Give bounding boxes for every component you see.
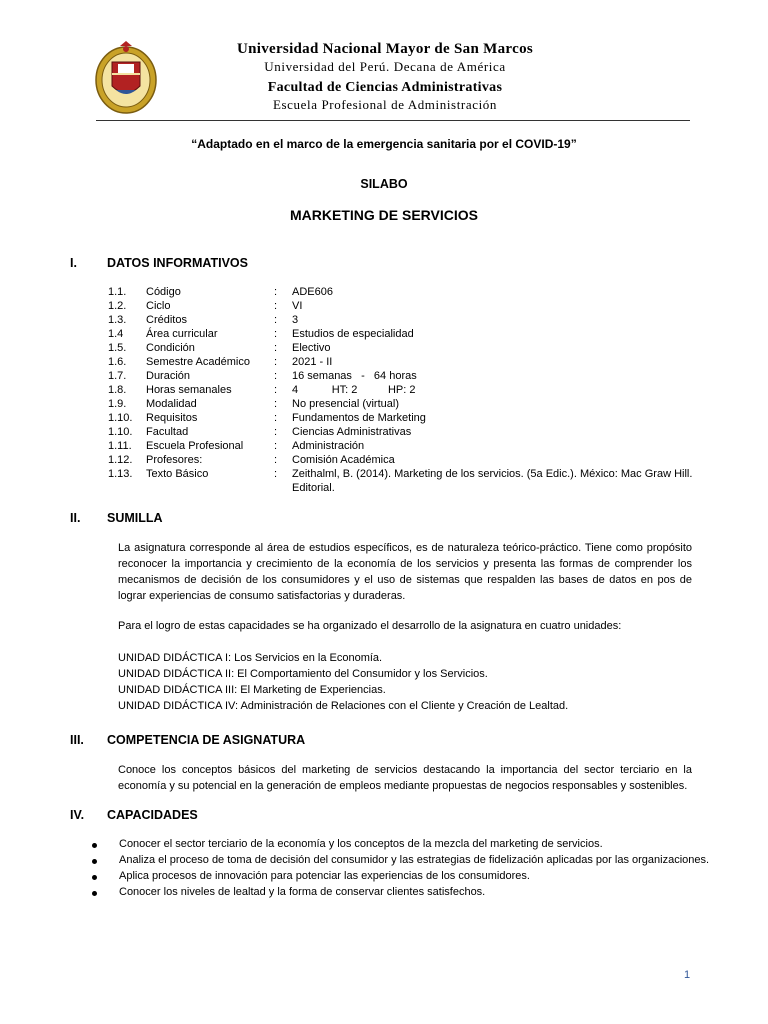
info-number: 1.11. [108,440,132,452]
section-number: IV. [70,808,85,822]
section-title: CAPACIDADES [107,808,198,822]
info-value: No presencial (virtual) [292,398,399,410]
university-subtitle: Universidad del Perú. Decana de América [264,59,506,74]
info-colon: : [274,454,278,466]
bullet-icon [92,891,97,896]
faculty-name: Facultad de Ciencias Administrativas [267,80,503,95]
info-number: 1.10. [108,412,133,424]
info-colon: : [274,412,278,424]
info-value: 16 semanas - 64 horas [292,370,417,382]
capacidades-list [92,838,712,902]
info-value: Editorial. [292,482,335,494]
info-value: Electivo [292,342,331,354]
info-label: Escuela Profesional [146,440,244,452]
info-number: 1.9. [108,398,127,410]
info-colon: : [274,370,278,382]
unit-item: UNIDAD DIDÁCTICA IV: Administración de Relaciones con el Cliente y Creación de Lealtad. [118,700,569,712]
info-value: 3 [292,314,299,326]
course-title: MARKETING DE SERVICIOS [290,207,478,223]
info-colon: : [274,356,278,368]
info-label: Condición [146,342,195,354]
info-colon: : [274,426,278,438]
info-label: Facultad [146,426,189,438]
info-label: Duración [146,370,191,382]
info-label: Horas semanales [146,384,232,396]
info-value: 2021 - II [292,356,333,368]
sumilla-units-intro: Para el logro de estas capacidades se ha organizado el desarrollo de la asignatura en cuatro unidades: [118,620,622,632]
info-value: 4 HT: 2 HP: 2 [292,384,416,396]
info-label: Créditos [146,314,187,326]
sumilla-paragraph: La asignatura corresponde al área de estudios específicos, es de naturaleza teórico-práctico. Tiene como propósito reconocer la importancia y crecimiento de la economía de los servicios y presenta las formas de comprender los mecanismos de decisión de los consumidores y el uso de sistemas que respalden las bases de datos en pos de lograr experiencias de consumo satisfactorias y duraderas. [118,542,692,602]
info-number: 1.10. [108,426,133,438]
section-title: COMPETENCIA DE ASIGNATURA [107,733,306,747]
list-item-text: Conocer los niveles de lealtad y la forma de conservar clientes satisfechos. [119,886,486,898]
list-item [92,854,712,870]
bullet-icon [92,859,97,864]
info-value: Zeithalml, B. (2014). Marketing de los servicios. (5a Edic.). México: Mac Graw Hill. [292,468,693,480]
info-label: Texto Básico [146,468,209,480]
header-divider [96,120,690,121]
info-value: ADE606 [292,286,333,298]
info-value: Fundamentos de Marketing [292,412,426,424]
info-colon: : [274,398,278,410]
info-number: 1.6. [108,356,127,368]
document-type: SILABO [360,177,408,191]
university-name: Universidad Nacional Mayor de San Marcos [236,41,534,57]
info-value: VI [292,300,303,312]
info-number: 1.13. [108,468,133,480]
info-colon: : [274,440,278,452]
info-number: 1.8. [108,384,127,396]
list-item [92,870,712,886]
info-colon: : [274,300,278,312]
info-number: 1.1. [108,286,127,298]
info-number: 1.12. [108,454,133,466]
list-item [92,838,712,854]
list-item-text: Aplica procesos de innovación para potenciar las experiencias de los consumidores. [119,870,530,882]
info-number: 1.5. [108,342,127,354]
info-colon: : [274,384,278,396]
info-colon: : [274,468,278,480]
page-number: 1 [684,969,691,981]
info-value: Comisión Académica [292,454,395,466]
list-item [92,886,712,902]
school-name: Escuela Profesional de Administración [272,97,497,112]
info-colon: : [274,328,278,340]
info-label: Modalidad [146,398,197,410]
info-colon: : [274,342,278,354]
info-value: Estudios de especialidad [292,328,414,340]
bullet-icon [92,843,97,848]
bullet-icon [92,875,97,880]
info-label: Profesores: [146,454,203,466]
unit-item: UNIDAD DIDÁCTICA I: Los Servicios en la Economía. [118,652,383,664]
university-seal-logo [92,40,160,116]
unit-item: UNIDAD DIDÁCTICA II: El Comportamiento del Consumidor y los Servicios. [118,668,488,680]
list-item-text: Conocer el sector terciario de la economía y los conceptos de la mezcla del marketing de servicios. [119,838,603,850]
section-number: III. [70,733,84,747]
covid-tagline: “Adaptado en el marco de la emergencia sanitaria por el COVID-19” [191,137,577,151]
info-label: Requisitos [146,412,198,424]
section-number: II. [70,511,81,525]
info-value: Administración [292,440,365,452]
competencia-paragraph: Conoce los conceptos básicos del marketing de servicios destacando la importancia del sector terciario en la economía y su potencial en la generación de empleos mediante propuestas de negocios responsables y sostenibles. [118,764,692,792]
section-number: I. [70,256,77,270]
info-value: Ciencias Administrativas [292,426,412,438]
info-number: 1.4 [108,328,124,340]
list-item-text: Analiza el proceso de toma de decisión del consumidor y las estrategias de fidelización aplicadas por las organizaciones. [119,854,710,866]
info-label: Ciclo [146,300,171,312]
info-number: 1.2. [108,300,127,312]
section-title: DATOS INFORMATIVOS [107,256,248,270]
section-title: SUMILLA [107,511,163,525]
info-number: 1.7. [108,370,127,382]
info-colon: : [274,314,278,326]
info-colon: : [274,286,278,298]
document-header [0,0,768,125]
info-label: Semestre Académico [146,356,250,368]
unit-item: UNIDAD DIDÁCTICA III: El Marketing de Experiencias. [118,684,386,696]
info-number: 1.3. [108,314,127,326]
info-label: Área curricular [146,328,218,340]
info-label: Código [146,286,181,298]
